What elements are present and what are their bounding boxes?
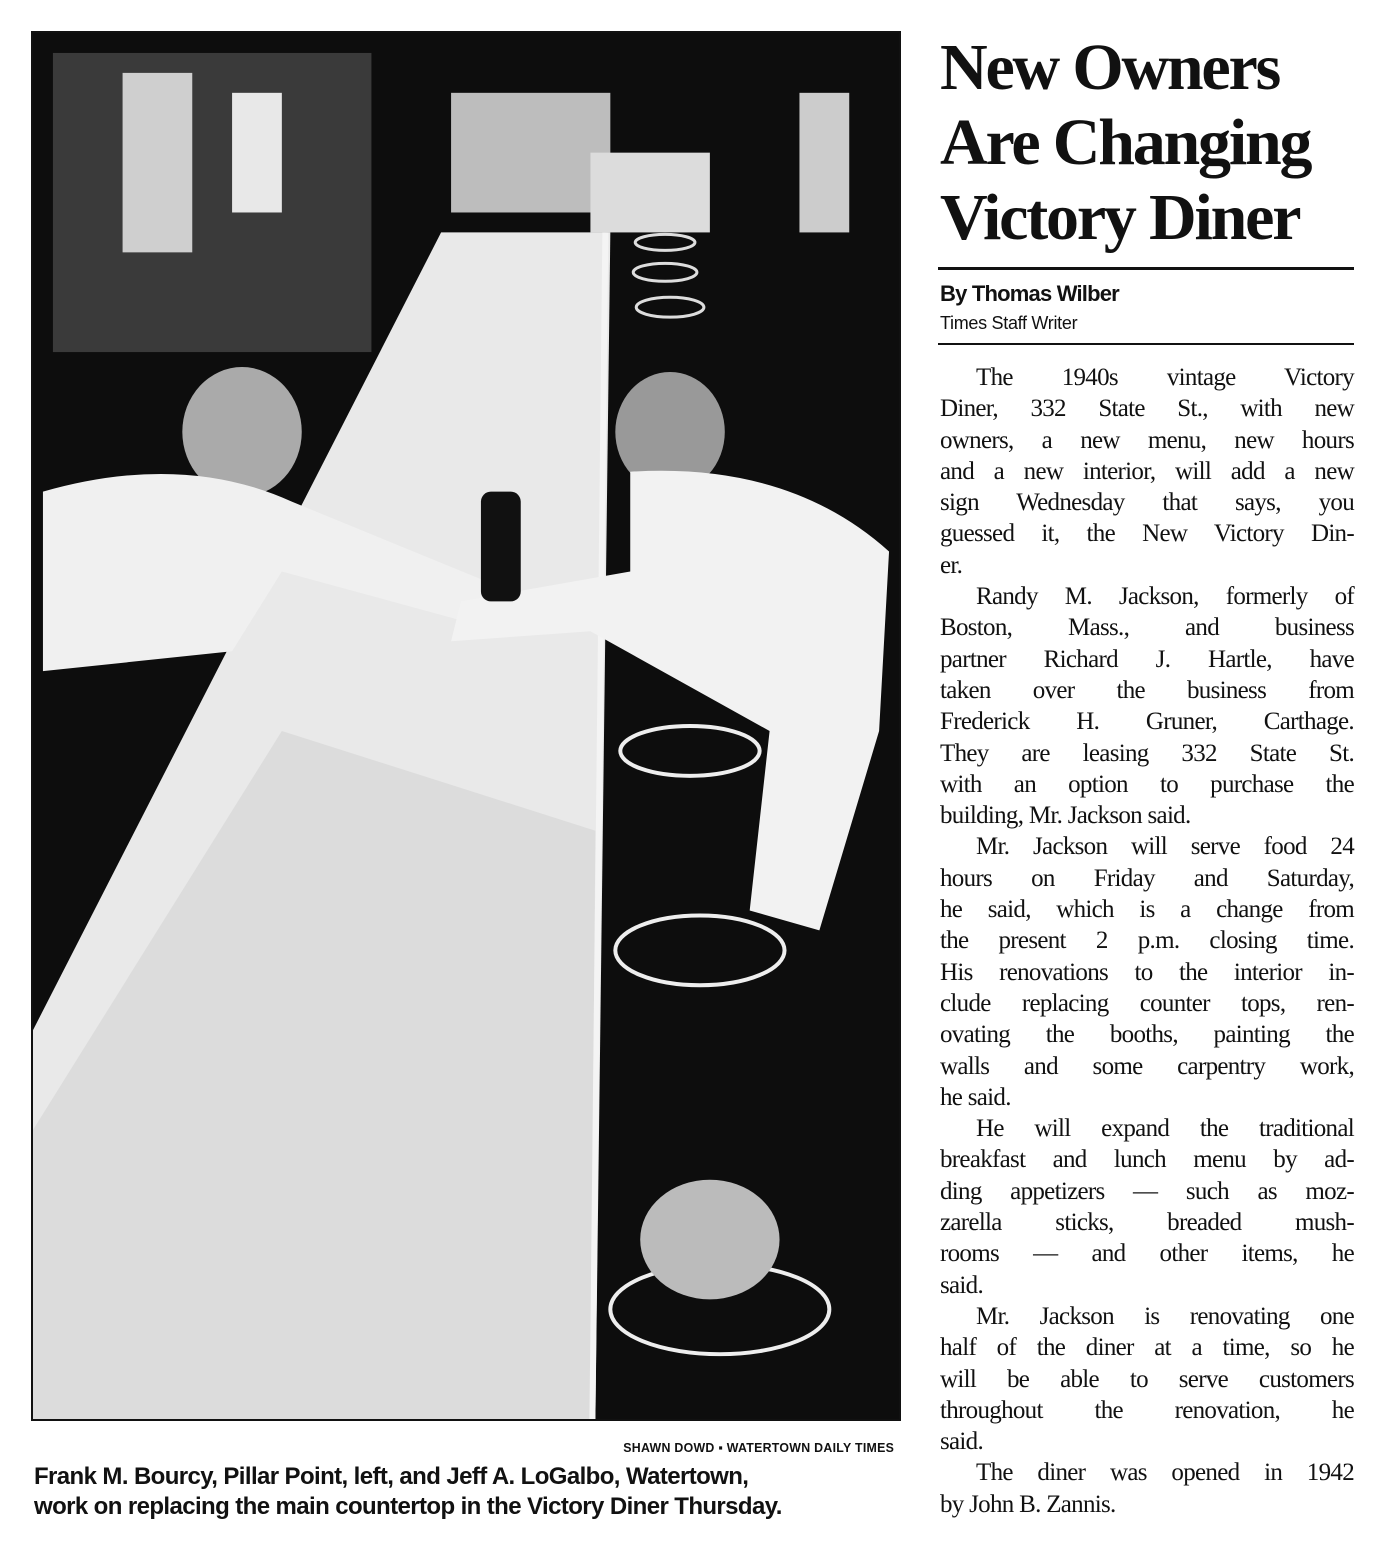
article-line: breakfast and lunch menu by ad- [940, 1146, 1354, 1174]
article-line: Diner, 332 State St., with new [940, 395, 1354, 423]
article-paragraph [940, 1301, 1354, 1457]
headline-line: New Owners [940, 31, 1280, 104]
article-line: guessed it, the New Victory Din- [940, 520, 1354, 548]
article-line: and a new interior, will add a new [940, 457, 1354, 485]
article-line: hours on Friday and Saturday, [940, 864, 1354, 892]
divider [938, 267, 1354, 270]
headline-line: Victory Diner [940, 181, 1300, 254]
article-paragraph [940, 831, 1354, 1113]
article-line: They are leasing 332 State St. [940, 739, 1354, 767]
divider [938, 343, 1354, 345]
article-line: he said. [940, 1083, 1011, 1111]
article-line: The 1940s vintage Victory [976, 364, 1354, 391]
article-line: half of the diner at a time, so he [940, 1334, 1354, 1362]
article-line: said. [940, 1271, 984, 1299]
article-line: partner Richard J. Hartle, have [940, 645, 1354, 673]
news-photo [31, 31, 901, 1421]
article-line: walls and some carpentry work, [940, 1052, 1354, 1080]
byline-author: By Thomas Wilber [940, 281, 1119, 306]
article-line: zarella sticks, breaded mush- [940, 1209, 1354, 1237]
article-line: er. [940, 551, 963, 579]
article-line: with an option to purchase the [940, 770, 1354, 798]
article-body [940, 362, 1354, 1520]
article-line: Randy M. Jackson, formerly of [976, 583, 1354, 611]
article-paragraph [940, 581, 1354, 831]
article-line: His renovations to the interior in- [940, 958, 1354, 986]
article-line: owners, a new menu, new hours [940, 426, 1354, 454]
article-line: taken over the business from [940, 676, 1354, 704]
article-line: Boston, Mass., and business [940, 614, 1354, 642]
headline-line: Are Changing [940, 106, 1311, 179]
diner-counter-photo [33, 33, 899, 1419]
article-line: ding appetizers — such as moz- [940, 1177, 1354, 1205]
caption-line: Frank M. Bourcy, Pillar Point, left, and Jeff A. LoGalbo, Watertown, [34, 1463, 749, 1490]
article-paragraph [940, 1113, 1354, 1301]
article-line: will be able to serve customers [940, 1365, 1354, 1393]
article-line: sign Wednesday that says, you [940, 489, 1354, 517]
article-line: clude replacing counter tops, ren- [940, 989, 1354, 1017]
caption-line: work on replacing the main countertop in the Victory Diner Thursday. [34, 1493, 782, 1520]
article-line: Mr. Jackson will serve food 24 [976, 833, 1354, 861]
article-line: he said, which is a change from [940, 896, 1354, 924]
article-line: Frederick H. Gruner, Carthage. [940, 708, 1354, 736]
headline [940, 30, 1310, 255]
article-line: Mr. Jackson is renovating one [976, 1302, 1354, 1330]
article-line: He will expand the traditional [976, 1115, 1354, 1143]
article-line: by John B. Zannis. [940, 1490, 1116, 1518]
article-line: rooms — and other items, he [940, 1240, 1354, 1268]
article-line: building, Mr. Jackson said. [940, 802, 1191, 830]
article-paragraph [940, 1457, 1354, 1520]
article-line: throughout the renovation, he [940, 1396, 1354, 1424]
article-line: the present 2 p.m. closing time. [940, 927, 1354, 955]
byline-title: Times Staff Writer [940, 313, 1078, 333]
article-line: ovating the booths, painting the [940, 1021, 1354, 1049]
photo-credit: SHAWN DOWD ▪ WATERTOWN DAILY TIMES [623, 1440, 894, 1455]
article-line: The diner was opened in 1942 [976, 1459, 1354, 1487]
article-paragraph [940, 362, 1354, 581]
article-line: said. [940, 1428, 984, 1456]
photo-caption [34, 1462, 904, 1522]
